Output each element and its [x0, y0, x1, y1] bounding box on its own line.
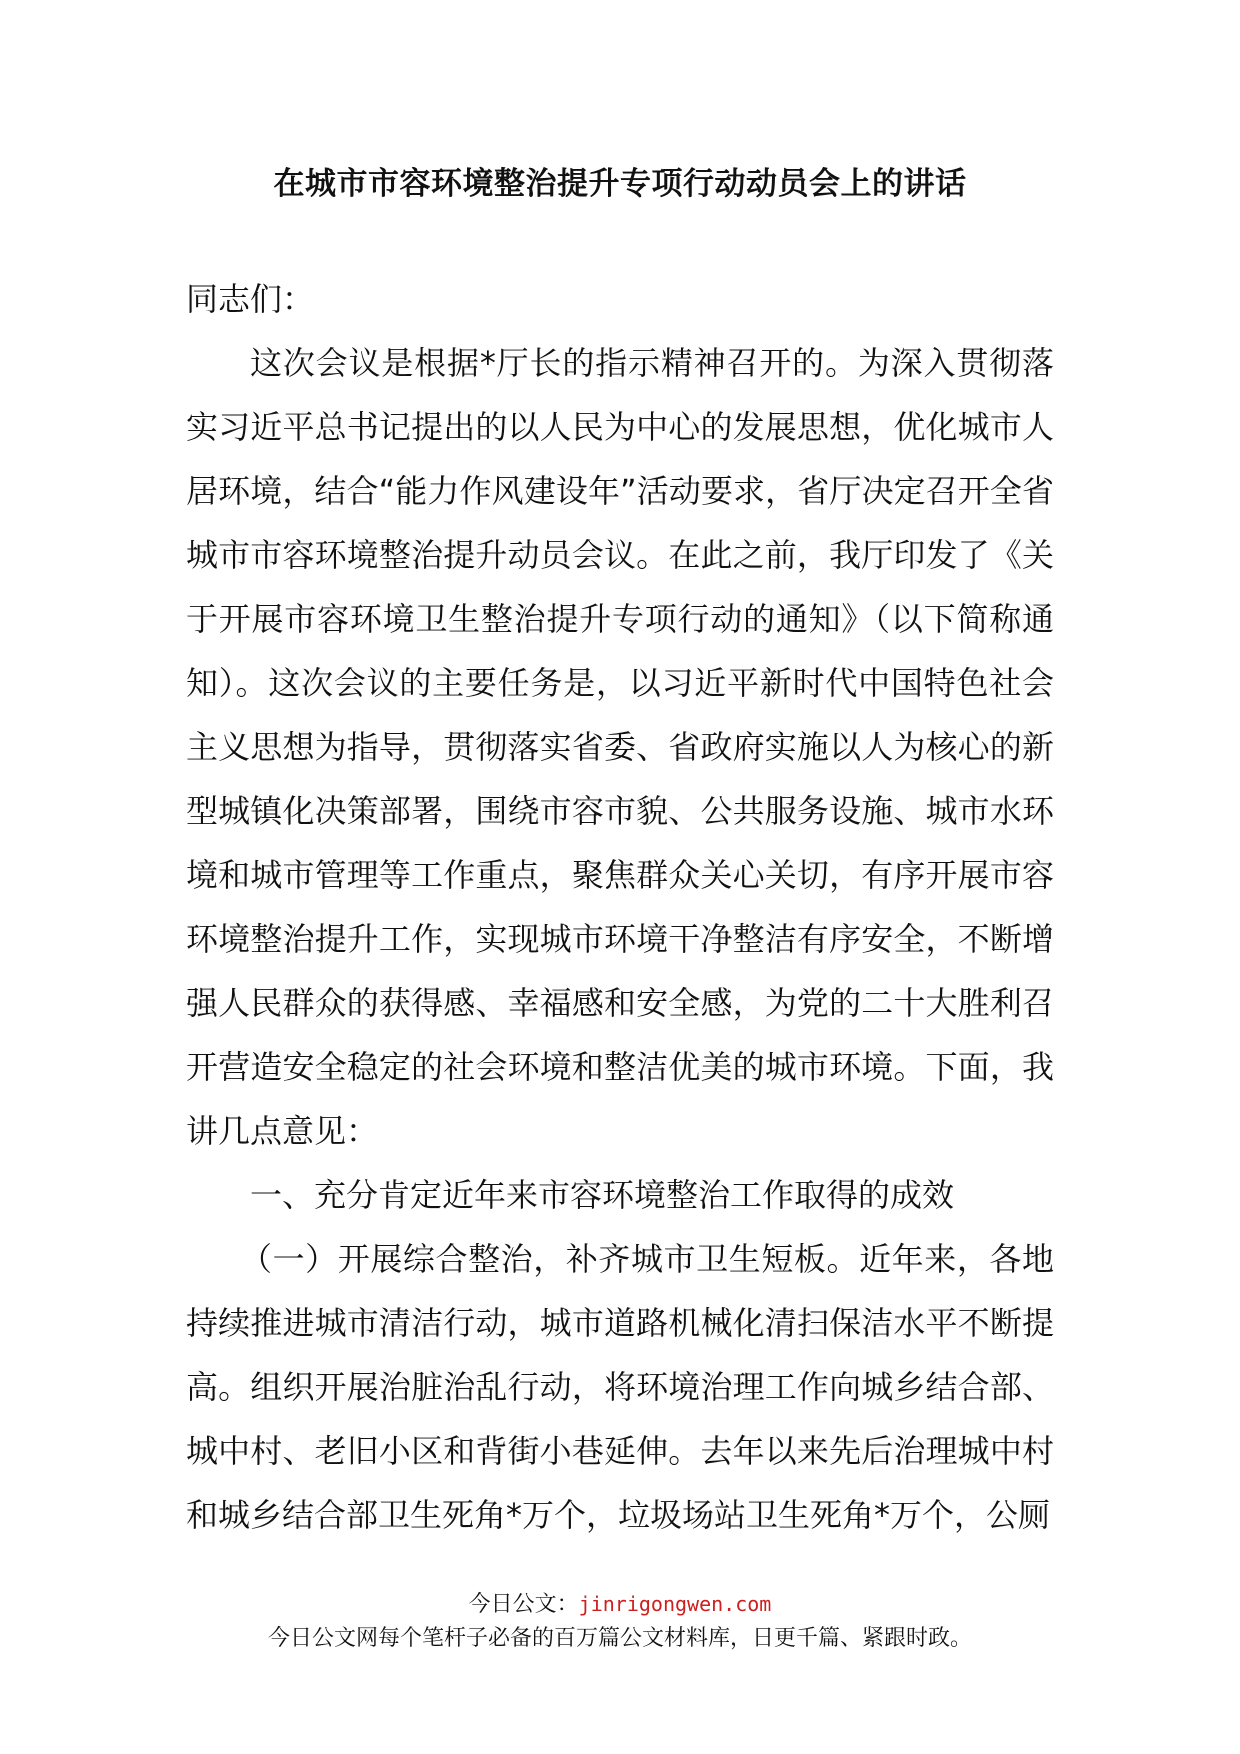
footer-label: 今日公文：: [468, 1592, 579, 1617]
footer-tagline: 今日公文网每个笔杆子必备的百万篇公文材料库，日更千篇、紧跟时政。: [267, 1626, 972, 1651]
subsection-paragraph: （一）开展综合整治，补齐城市卫生短板。近年来，各地持续推进城市清洁行动，城市道路机械化清扫保洁水平不断提高。组织开展治脏治乱行动，将环境治理工作向城乡结合部、城中村、老旧小区和背街小巷延伸。去年以来先后治理城中村和城乡结合部卫生死角*万个，垃圾场站卫生死角*万个，公厕: [186, 1240, 1054, 1534]
footer-url[interactable]: jinrigongwen.com: [578, 1592, 772, 1616]
body-paragraph: 这次会议是根据*厅长的指示精神召开的。为深入贯彻落实习近平总书记提出的以人民为中心的发展思想，优化城市人居环境，结合“能力作风建设年”活动要求，省厅决定召开全省城市市容环境整治提升动员会议。在此之前，我厅印发了《关于开展市容环境卫生整治提升专项行动的通知》（以下简称通知）。这次会议的主要任务是，以习近平新时代中国特色社会主义思想为指导，贯彻落实省委、省政府实施以人为核心的新型城镇化决策部署，围绕市容市貌、公共服务设施、城市水环境和城市管理等工作重点，聚焦群众关心关切，有序开展市容环境整治提升工作，实现城市环境干净整洁有序安全，不断增强人民群众的获得感、幸福感和安全感，为党的二十大胜利召开营造安全稳定的社会环境和整洁优美的城市环境。下面，我讲几点意见：: [186, 344, 1054, 1150]
section-heading: 一、充分肯定近年来市容环境整治工作取得的成效: [250, 1176, 955, 1214]
page-title: 在城市市容环境整治提升专项行动动员会上的讲话: [273, 166, 967, 202]
footer-source-line: [0, 1587, 1240, 1622]
footer: [0, 1587, 1240, 1656]
document-body: [186, 267, 1054, 1547]
salutation: 同志们：: [186, 280, 315, 318]
